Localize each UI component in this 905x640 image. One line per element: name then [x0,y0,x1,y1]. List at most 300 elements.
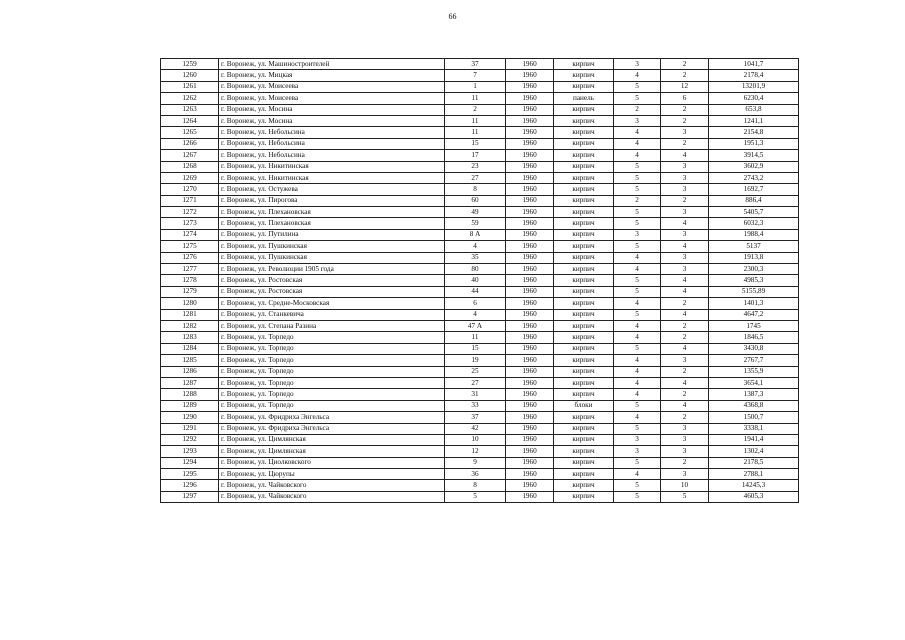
house-number-cell: 27 [445,172,506,183]
address-cell: г. Воронеж, ул. Революции 1905 года [219,264,445,275]
floors-cell: 3 [614,229,661,240]
entrances-cell: 2 [661,195,709,206]
table-row [161,480,799,491]
area-cell: 1846,5 [709,332,799,343]
area-cell: 3914,5 [709,150,799,161]
floors-cell: 5 [614,480,661,491]
row-number-cell: 1271 [161,195,219,206]
house-number-cell: 27 [445,377,506,388]
table-row [161,457,799,468]
row-number-cell: 1263 [161,104,219,115]
area-cell: 5137 [709,241,799,252]
area-cell: 1692,7 [709,184,799,195]
area-cell: 13201,9 [709,81,799,92]
area-cell: 6032,3 [709,218,799,229]
house-number-cell: 44 [445,286,506,297]
floors-cell: 5 [614,423,661,434]
year-built-cell: 1960 [506,469,554,480]
address-cell: г. Воронеж, ул. Мицкая [219,70,445,81]
wall-material-cell: кирпич [554,457,614,468]
house-number-cell: 2 [445,104,506,115]
address-cell: г. Воронеж, ул. Небольсина [219,150,445,161]
table-row [161,241,799,252]
entrances-cell: 4 [661,377,709,388]
year-built-cell: 1960 [506,309,554,320]
floors-cell: 4 [614,366,661,377]
row-number-cell: 1291 [161,423,219,434]
house-number-cell: 23 [445,161,506,172]
floors-cell: 5 [614,343,661,354]
table-row [161,275,799,286]
entrances-cell: 2 [661,138,709,149]
row-number-cell: 1276 [161,252,219,263]
entrances-cell: 2 [661,412,709,423]
year-built-cell: 1960 [506,275,554,286]
house-number-cell: 8 [445,480,506,491]
house-number-cell: 8 [445,184,506,195]
entrances-cell: 4 [661,218,709,229]
wall-material-cell: кирпич [554,275,614,286]
year-built-cell: 1960 [506,412,554,423]
table-row [161,423,799,434]
table-row [161,446,799,457]
row-number-cell: 1296 [161,480,219,491]
entrances-cell: 6 [661,93,709,104]
year-built-cell: 1960 [506,389,554,400]
table-row [161,343,799,354]
area-cell: 5155,89 [709,286,799,297]
address-cell: г. Воронеж, ул. Цюрупы [219,469,445,480]
entrances-cell: 3 [661,355,709,366]
table-row [161,172,799,183]
entrances-cell: 4 [661,150,709,161]
address-cell: г. Воронеж, ул. Станкевича [219,309,445,320]
row-number-cell: 1285 [161,355,219,366]
year-built-cell: 1960 [506,332,554,343]
address-cell: г. Воронеж, ул. Пушкинская [219,252,445,263]
floors-cell: 5 [614,172,661,183]
house-number-cell: 47 А [445,320,506,331]
row-number-cell: 1266 [161,138,219,149]
address-cell: г. Воронеж, ул. Пирогова [219,195,445,206]
year-built-cell: 1960 [506,366,554,377]
house-number-cell: 11 [445,332,506,343]
address-cell: г. Воронеж, ул. Фридриха Энгельса [219,423,445,434]
table-row [161,138,799,149]
address-cell: г. Воронеж, ул. Мосина [219,115,445,126]
wall-material-cell: кирпич [554,434,614,445]
entrances-cell: 5 [661,491,709,502]
floors-cell: 4 [614,252,661,263]
entrances-cell: 4 [661,400,709,411]
house-number-cell: 8 А [445,229,506,240]
area-cell: 1041,7 [709,59,799,70]
wall-material-cell: кирпич [554,286,614,297]
floors-cell: 4 [614,298,661,309]
row-number-cell: 1267 [161,150,219,161]
entrances-cell: 2 [661,298,709,309]
row-number-cell: 1294 [161,457,219,468]
table-row [161,218,799,229]
table-row [161,286,799,297]
area-cell: 2767,7 [709,355,799,366]
area-cell: 4647,2 [709,309,799,320]
house-number-cell: 15 [445,343,506,354]
year-built-cell: 1960 [506,161,554,172]
floors-cell: 4 [614,320,661,331]
house-number-cell: 6 [445,298,506,309]
row-number-cell: 1286 [161,366,219,377]
wall-material-cell: кирпич [554,195,614,206]
address-cell: г. Воронеж, ул. Небольсина [219,127,445,138]
floors-cell: 5 [614,491,661,502]
wall-material-cell: кирпич [554,264,614,275]
entrances-cell: 4 [661,343,709,354]
wall-material-cell: кирпич [554,343,614,354]
row-number-cell: 1273 [161,218,219,229]
house-number-cell: 5 [445,491,506,502]
wall-material-cell: кирпич [554,104,614,115]
wall-material-cell: кирпич [554,377,614,388]
row-number-cell: 1292 [161,434,219,445]
entrances-cell: 2 [661,389,709,400]
wall-material-cell: кирпич [554,161,614,172]
entrances-cell: 12 [661,81,709,92]
floors-cell: 5 [614,309,661,320]
table-row [161,298,799,309]
floors-cell: 5 [614,184,661,195]
area-cell: 2178,5 [709,457,799,468]
entrances-cell: 3 [661,252,709,263]
row-number-cell: 1280 [161,298,219,309]
area-cell: 14245,3 [709,480,799,491]
floors-cell: 2 [614,195,661,206]
entrances-cell: 3 [661,172,709,183]
table-row [161,59,799,70]
table-row [161,127,799,138]
wall-material-cell: кирпич [554,218,614,229]
table-row [161,195,799,206]
address-cell: г. Воронеж, ул. Ростовская [219,286,445,297]
row-number-cell: 1275 [161,241,219,252]
wall-material-cell: кирпич [554,423,614,434]
year-built-cell: 1960 [506,264,554,275]
address-cell: г. Воронеж, ул. Степана Разина [219,320,445,331]
floors-cell: 5 [614,286,661,297]
house-number-cell: 12 [445,446,506,457]
table-row [161,207,799,218]
area-cell: 886,4 [709,195,799,206]
area-cell: 2154,8 [709,127,799,138]
year-built-cell: 1960 [506,115,554,126]
entrances-cell: 3 [661,434,709,445]
floors-cell: 5 [614,81,661,92]
table-row [161,252,799,263]
year-built-cell: 1960 [506,150,554,161]
area-cell: 3430,8 [709,343,799,354]
year-built-cell: 1960 [506,59,554,70]
entrances-cell: 4 [661,241,709,252]
row-number-cell: 1289 [161,400,219,411]
year-built-cell: 1960 [506,70,554,81]
wall-material-cell: кирпич [554,81,614,92]
row-number-cell: 1287 [161,377,219,388]
area-cell: 3654,1 [709,377,799,388]
address-cell: г. Воронеж, ул. Небольсина [219,138,445,149]
floors-cell: 3 [614,115,661,126]
year-built-cell: 1960 [506,423,554,434]
year-built-cell: 1960 [506,434,554,445]
address-cell: г. Воронеж, ул. Плехановская [219,207,445,218]
house-number-cell: 36 [445,469,506,480]
address-cell: г. Воронеж, ул. Чайковского [219,491,445,502]
address-cell: г. Воронеж, ул. Никитинская [219,172,445,183]
wall-material-cell: кирпич [554,138,614,149]
address-cell: г. Воронеж, ул. Чайковского [219,480,445,491]
wall-material-cell: кирпич [554,366,614,377]
year-built-cell: 1960 [506,184,554,195]
house-number-cell: 25 [445,366,506,377]
area-cell: 653,8 [709,104,799,115]
row-number-cell: 1288 [161,389,219,400]
address-cell: г. Воронеж, ул. Машиностроителей [219,59,445,70]
house-number-cell: 35 [445,252,506,263]
row-number-cell: 1295 [161,469,219,480]
wall-material-cell: кирпич [554,491,614,502]
floors-cell: 5 [614,241,661,252]
table-row [161,412,799,423]
entrances-cell: 3 [661,264,709,275]
year-built-cell: 1960 [506,81,554,92]
entrances-cell: 2 [661,332,709,343]
entrances-cell: 2 [661,320,709,331]
area-cell: 1241,1 [709,115,799,126]
area-cell: 1302,4 [709,446,799,457]
wall-material-cell: кирпич [554,309,614,320]
year-built-cell: 1960 [506,229,554,240]
wall-material-cell: блоки [554,400,614,411]
area-cell: 1951,3 [709,138,799,149]
row-number-cell: 1268 [161,161,219,172]
floors-cell: 4 [614,355,661,366]
row-number-cell: 1272 [161,207,219,218]
row-number-cell: 1264 [161,115,219,126]
row-number-cell: 1270 [161,184,219,195]
table-row [161,161,799,172]
table-row [161,104,799,115]
floors-cell: 3 [614,59,661,70]
address-cell: г. Воронеж, ул. Торпедо [219,400,445,411]
table-row [161,469,799,480]
floors-cell: 4 [614,70,661,81]
entrances-cell: 2 [661,115,709,126]
year-built-cell: 1960 [506,298,554,309]
table-row [161,366,799,377]
year-built-cell: 1960 [506,457,554,468]
address-cell: г. Воронеж, ул. Торпедо [219,332,445,343]
area-cell: 3338,1 [709,423,799,434]
floors-cell: 4 [614,332,661,343]
table-row [161,229,799,240]
floors-cell: 3 [614,446,661,457]
year-built-cell: 1960 [506,218,554,229]
entrances-cell: 4 [661,275,709,286]
house-number-cell: 31 [445,389,506,400]
wall-material-cell: кирпич [554,389,614,400]
entrances-cell: 3 [661,161,709,172]
address-cell: г. Воронеж, ул. Пушкинская [219,241,445,252]
address-cell: г. Воронеж, ул. Плехановская [219,218,445,229]
entrances-cell: 3 [661,469,709,480]
wall-material-cell: кирпич [554,241,614,252]
house-number-cell: 4 [445,241,506,252]
address-cell: г. Воронеж, ул. Цимлянская [219,446,445,457]
area-cell: 2743,2 [709,172,799,183]
wall-material-cell: кирпич [554,298,614,309]
row-number-cell: 1282 [161,320,219,331]
wall-material-cell: кирпич [554,355,614,366]
table-row [161,389,799,400]
area-cell: 1500,7 [709,412,799,423]
area-cell: 2788,1 [709,469,799,480]
year-built-cell: 1960 [506,207,554,218]
table-row [161,377,799,388]
house-number-cell: 7 [445,70,506,81]
house-number-cell: 11 [445,115,506,126]
row-number-cell: 1261 [161,81,219,92]
wall-material-cell: кирпич [554,59,614,70]
floors-cell: 5 [614,457,661,468]
area-cell: 1941,4 [709,434,799,445]
floors-cell: 5 [614,275,661,286]
address-cell: г. Воронеж, ул. Моисеева [219,81,445,92]
entrances-cell: 3 [661,229,709,240]
wall-material-cell: кирпич [554,150,614,161]
row-number-cell: 1262 [161,93,219,104]
table-row [161,264,799,275]
address-cell: г. Воронеж, ул. Никитинская [219,161,445,172]
floors-cell: 4 [614,127,661,138]
entrances-cell: 2 [661,366,709,377]
floors-cell: 4 [614,377,661,388]
row-number-cell: 1290 [161,412,219,423]
year-built-cell: 1960 [506,320,554,331]
wall-material-cell: кирпич [554,412,614,423]
address-cell: г. Воронеж, ул. Фридриха Энгельса [219,412,445,423]
wall-material-cell: кирпич [554,172,614,183]
wall-material-cell: кирпич [554,332,614,343]
registry-body [161,59,799,503]
area-cell: 4985,3 [709,275,799,286]
area-cell: 2300,3 [709,264,799,275]
table-row [161,434,799,445]
area-cell: 3602,9 [709,161,799,172]
year-built-cell: 1960 [506,172,554,183]
house-number-cell: 40 [445,275,506,286]
floors-cell: 3 [614,434,661,445]
floors-cell: 5 [614,93,661,104]
table-row [161,93,799,104]
row-number-cell: 1278 [161,275,219,286]
house-number-cell: 1 [445,81,506,92]
address-cell: г. Воронеж, ул. Мосина [219,104,445,115]
house-number-cell: 11 [445,93,506,104]
entrances-cell: 4 [661,309,709,320]
entrances-cell: 3 [661,184,709,195]
area-cell: 1988,4 [709,229,799,240]
year-built-cell: 1960 [506,138,554,149]
address-cell: г. Воронеж, ул. Циолковского [219,457,445,468]
address-cell: г. Воронеж, ул. Торпедо [219,377,445,388]
floors-cell: 4 [614,469,661,480]
area-cell: 1387,3 [709,389,799,400]
table-row [161,355,799,366]
address-cell: г. Воронеж, ул. Торпедо [219,343,445,354]
house-number-cell: 37 [445,412,506,423]
wall-material-cell: кирпич [554,127,614,138]
address-cell: г. Воронеж, ул. Торпедо [219,355,445,366]
area-cell: 4605,3 [709,491,799,502]
house-number-cell: 60 [445,195,506,206]
entrances-cell: 3 [661,446,709,457]
house-number-cell: 59 [445,218,506,229]
row-number-cell: 1260 [161,70,219,81]
house-number-cell: 42 [445,423,506,434]
row-number-cell: 1281 [161,309,219,320]
table-row [161,115,799,126]
entrances-cell: 2 [661,457,709,468]
area-cell: 2178,4 [709,70,799,81]
table-row [161,309,799,320]
row-number-cell: 1284 [161,343,219,354]
year-built-cell: 1960 [506,127,554,138]
year-built-cell: 1960 [506,252,554,263]
house-number-cell: 80 [445,264,506,275]
row-number-cell: 1274 [161,229,219,240]
wall-material-cell: кирпич [554,320,614,331]
house-number-cell: 15 [445,138,506,149]
entrances-cell: 3 [661,207,709,218]
table-row [161,81,799,92]
address-cell: г. Воронеж, ул. Ростовская [219,275,445,286]
year-built-cell: 1960 [506,286,554,297]
area-cell: 1401,3 [709,298,799,309]
row-number-cell: 1265 [161,127,219,138]
year-built-cell: 1960 [506,104,554,115]
wall-material-cell: панель [554,93,614,104]
address-cell: г. Воронеж, ул. Средне-Московская [219,298,445,309]
year-built-cell: 1960 [506,93,554,104]
table-row [161,150,799,161]
floors-cell: 2 [614,104,661,115]
house-number-cell: 49 [445,207,506,218]
address-cell: г. Воронеж, ул. Цимлянская [219,434,445,445]
house-number-cell: 17 [445,150,506,161]
table-row [161,70,799,81]
year-built-cell: 1960 [506,377,554,388]
address-cell: г. Воронеж, ул. Остужева [219,184,445,195]
area-cell: 5405,7 [709,207,799,218]
entrances-cell: 4 [661,286,709,297]
year-built-cell: 1960 [506,491,554,502]
area-cell: 6230,4 [709,93,799,104]
row-number-cell: 1277 [161,264,219,275]
table-row [161,332,799,343]
house-number-cell: 37 [445,59,506,70]
house-number-cell: 4 [445,309,506,320]
year-built-cell: 1960 [506,343,554,354]
entrances-cell: 2 [661,104,709,115]
